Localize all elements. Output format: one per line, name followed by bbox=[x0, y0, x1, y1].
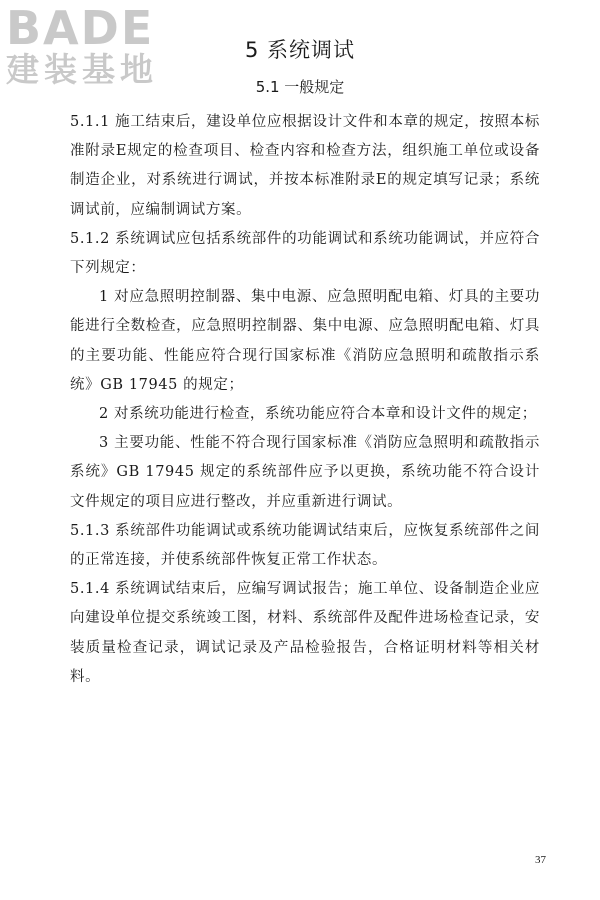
clause-5-1-2: 5.1.2 系统调试应包括系统部件的功能调试和系统功能调试，并应符合下列规定： bbox=[70, 230, 540, 277]
clause-5-1-4: 5.1.4 系统调试结束后，应编写调试报告；施工单位、设备制造企业应向建设单位提交系统竣工图，材料、系统部件及配件进场检查记录，安装质量检查记录，调试记录及产品检验报告，合格证明材料等相关材料。 bbox=[70, 581, 540, 685]
watermark-brand: BADE bbox=[6, 1, 155, 55]
page-number: 37 bbox=[535, 854, 546, 866]
clause-5-1-2-item-3: 3 主要功能、性能不符合现行国家标准《消防应急照明和疏散指示系统》GB 17945 规定的系统部件应予以更换，系统功能不符合设计文件规定的项目应进行整改，并应重新进行调试。 bbox=[70, 435, 540, 510]
clause-5-1-3: 5.1.3 系统部件功能调试或系统功能调试结束后，应恢复系统部件之间的正常连接，并使系统部件恢复正常工作状态。 bbox=[70, 522, 540, 569]
clause-5-1-1: 5.1.1 施工结束后，建设单位应根据设计文件和本章的规定，按照本标准附录E规定的检查项目、检查内容和检查方法，组织施工单位或设备制造企业，对系统进行调试，并按本标准附录E的规定填写记录；系统调试前，应编制调试方案。 bbox=[70, 114, 540, 218]
body-text bbox=[70, 108, 540, 692]
clause-5-1-2-item-2: 2 对系统功能进行检查，系统功能应符合本章和设计文件的规定； bbox=[99, 406, 537, 423]
chapter-title: 5 系统调试 bbox=[244, 38, 356, 62]
watermark-subtitle: 建装基地 bbox=[6, 50, 158, 89]
section-title: 5.1 一般规定 bbox=[255, 78, 345, 96]
clause-5-1-2-item-1: 1 对应急照明控制器、集中电源、应急照明配电箱、灯具的主要功能进行全数检查，应急照明控制器、集中电源、应急照明配电箱、灯具的主要功能、性能应符合现行国家标准《消防应急照明和疏散指示系统》GB 17945 的规定； bbox=[70, 289, 540, 393]
